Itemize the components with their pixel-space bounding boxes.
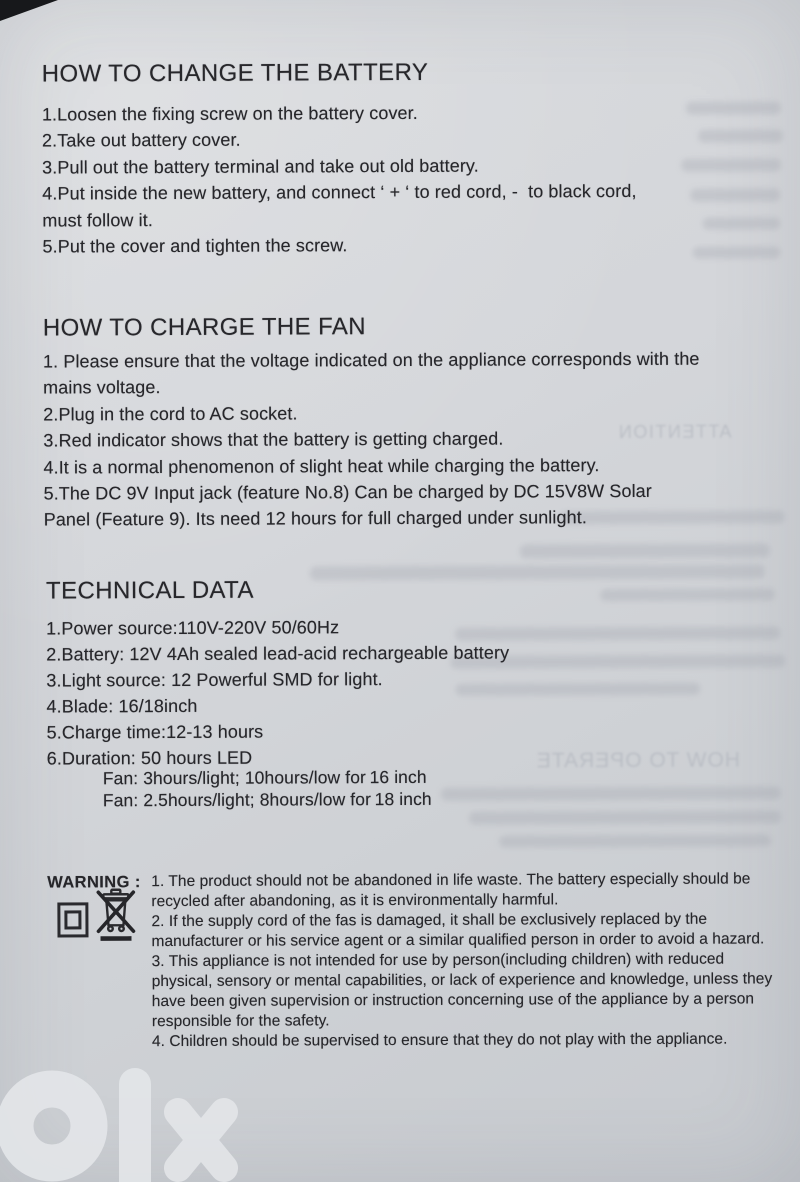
olx-watermark xyxy=(0,1060,260,1182)
spec-line: 1.Power source:110V-220V 50/60Hz xyxy=(46,617,340,639)
section-change-battery-steps xyxy=(42,99,637,260)
duration-line: Fan: 2.5hours/light; 8hours/low for 18 inch xyxy=(102,789,432,811)
spec-line: 2.Battery: 12V 4Ah sealed lead-acid rechargeable battery xyxy=(46,642,510,665)
section-heading-change-battery: HOW TO CHANGE THE BATTERY xyxy=(41,58,429,88)
spec-line: 3.Light source: 12 Powerful SMD for light. xyxy=(46,669,383,691)
ghost-smudge xyxy=(681,158,781,171)
ghost-smudge xyxy=(698,129,783,142)
step-line: 2.Take out battery cover. xyxy=(41,130,241,151)
section-heading-charge-fan: HOW TO CHARGE THE FAN xyxy=(42,313,367,342)
weee-crossed-bin-icon xyxy=(95,887,137,945)
warning-label: WARNING : xyxy=(47,873,141,892)
ghost-smudge xyxy=(441,786,781,800)
ghost-smudge xyxy=(310,564,765,580)
step-line: must follow it. xyxy=(42,209,153,231)
class-ii-double-insulation-icon xyxy=(57,902,88,937)
ghost-smudge xyxy=(499,834,771,847)
step-line: 1. Please ensure that the voltage indicated on the appliance corresponds with the xyxy=(42,348,700,372)
olx-letter-o xyxy=(15,1089,89,1163)
ghost-text-how-to-operate: HOW TO OPERATE xyxy=(535,748,740,773)
duration-detail-lines xyxy=(103,766,432,812)
spec-line: 4.Blade: 16/18inch xyxy=(46,695,198,717)
class-ii-inner-square xyxy=(64,910,81,929)
warning-item: 1. The product should not be abandoned in life waste. The battery especially should be recycled after abandoning, as it is environmentally harmful. xyxy=(151,870,751,911)
ghost-smudge xyxy=(469,810,781,824)
warning-item: 4. Children should be supervised to ensure that they do not play with the appliance. xyxy=(151,1030,728,1051)
duration-line: Fan: 3hours/light; 10hours/low for 16 inch xyxy=(102,766,427,789)
spec-line: 6.Duration: 50 hours LED xyxy=(46,747,253,769)
section-heading-technical-data: TECHNICAL DATA xyxy=(45,576,254,605)
step-line: 2.Plug in the cord to AC socket. xyxy=(43,403,298,425)
warning-item: 2. If the supply cord of the fas is damaged, it shall be exclusively replaced by the manufacturer or his service agent or a similar qualified person in order to avoid a hazard. xyxy=(151,910,765,951)
step-line: 1.Loosen the fixing screw on the battery cover. xyxy=(41,102,418,125)
step-line: 3.Red indicator shows that the battery is getting charged. xyxy=(43,428,504,451)
step-line: 5.The DC 9V Input jack (feature No.8) Can be charged by DC 15V8W Solar xyxy=(43,480,652,504)
step-line: mains voltage. xyxy=(43,377,161,398)
step-line: 4.Put inside the new battery, and connect ‘ + ‘ to red cord, - to black cord, xyxy=(42,181,637,204)
section-charge-fan-steps xyxy=(43,346,700,534)
step-line: Panel (Feature 9). Its need 12 hours for full charged under sunlight. xyxy=(43,507,587,530)
ghost-smudge xyxy=(690,188,780,201)
ghost-smudge xyxy=(686,101,781,114)
warning-text-block xyxy=(151,869,788,1052)
ghost-smudge xyxy=(693,246,781,258)
ghost-smudge xyxy=(520,543,770,558)
step-line: 4.It is a normal phenomenon of slight heat while charging the battery. xyxy=(43,454,600,478)
ghost-smudge xyxy=(702,217,780,229)
section-technical-data-items xyxy=(46,614,510,772)
olx-letter-l xyxy=(119,1068,151,1182)
step-line: 5.Put the cover and tighten the screw. xyxy=(42,235,348,257)
step-line: 3.Pull out the battery terminal and take out old battery. xyxy=(42,155,479,178)
spec-line: 5.Charge time:12-13 hours xyxy=(46,721,264,743)
ghost-smudge xyxy=(600,588,775,601)
warning-item: 3. This appliance is not intended for use by person(including children) with reduced physical, sensory or mental capabilities, or lack of experience and knowledge, unless they have been given supervision or instruction concerning use of the appliance by a person responsible for the safety. xyxy=(151,950,773,1031)
ghost-text-attention: ATTENTION xyxy=(617,421,732,443)
